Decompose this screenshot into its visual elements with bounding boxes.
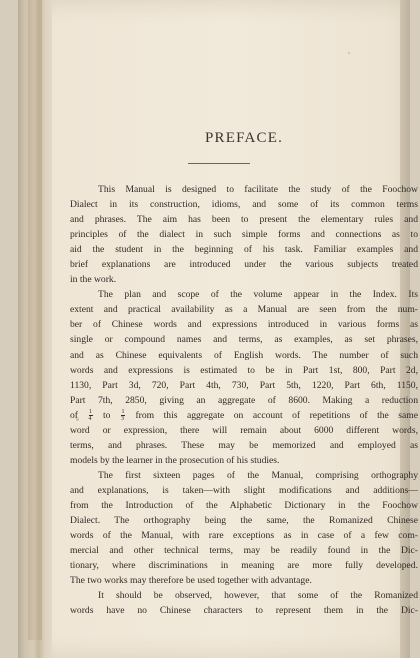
text-line: words of the Manual, with rare exceptions as in case of a few com- xyxy=(70,530,418,542)
text-line: words and expressions is estimated to be in Part 1st, 800, Part 2d, xyxy=(70,364,418,376)
title-rule xyxy=(188,163,250,164)
text-line: models by the learner in the prosecution of his studies. xyxy=(70,454,280,466)
text-line: tionary, where discriminations in meaning are more fully developed. xyxy=(70,560,418,572)
book-page xyxy=(18,0,418,658)
text-line: principles of the dialect in such simple forms and connections as to xyxy=(70,229,418,241)
text-line: from the Introduction of the Alphabetic Dictionary in the Foochow xyxy=(70,499,418,511)
fraction-one-third xyxy=(121,409,125,422)
text-line: words have no Chinese characters to represent them in the Dic- xyxy=(70,605,418,617)
text-line: 1130, Part 3d, 720, Part 4th, 730, Part 5th, 1220, Part 6th, 1150, xyxy=(70,379,418,391)
fraction-denominator: 4 xyxy=(88,416,92,422)
page-binding-edge xyxy=(18,0,52,658)
text-line: and explanations, is taken—with slight modifications and additions— xyxy=(70,484,418,496)
text-line: The first sixteen pages of the Manual, comprising orthography xyxy=(98,469,418,481)
text-line: It should be observed, however, that some of the Romanized xyxy=(98,590,418,602)
text-line: The plan and scope of the volume appear in the Index. Its xyxy=(98,289,418,301)
text-line: aid the student in the beginning of his task. Familiar examples and xyxy=(70,244,418,256)
text-line: Dialect in its construction, idioms, and some of its common terms xyxy=(70,199,418,211)
text-line: The two works may therefore be used together with advantage. xyxy=(70,575,312,587)
page-content xyxy=(70,0,418,658)
fraction-numerator: 1 xyxy=(121,409,125,415)
fraction-one-quarter xyxy=(89,409,93,422)
fraction-denominator: 3 xyxy=(120,416,124,422)
binding-tape xyxy=(28,0,42,640)
text-line: extent and practical availability as a Manual are seen from the num- xyxy=(70,304,418,316)
text-line: and as Chinese equivalents of English words. The number of such xyxy=(70,349,418,361)
text-line: This Manual is designed to facilitate the study of the Foochow xyxy=(98,184,418,195)
text-line: word or expression, there will remain about 6000 different words, xyxy=(70,424,418,436)
preface-body xyxy=(70,182,418,618)
text-line: brief explanations are introduced under the various subjects treated xyxy=(70,259,418,271)
fraction-mid: to xyxy=(103,409,111,421)
fraction-numerator: 1 xyxy=(89,409,92,415)
text-line: mercial and other technical terms, may be readily found in the Dic- xyxy=(70,545,418,557)
text-line: Dialect. The orthography being the same, the Romanized Chinese xyxy=(70,515,418,527)
fraction-prefix: of xyxy=(70,409,78,421)
text-line: and phrases. The aim has been to present the elementary rules and xyxy=(70,214,418,226)
text-line: in the work. xyxy=(70,274,117,286)
text-line: terms, and phrases. These may be memorized and employed as xyxy=(70,439,418,451)
text-line: Part 7th, 2850, giving an aggregate of 8600. Making a reduction xyxy=(70,394,418,406)
text-line: single or compound names and terms, as examples, as set phrases, xyxy=(70,334,418,346)
fraction-suffix: from this aggregate on account of repetitions of the same xyxy=(135,409,418,421)
page-title: PREFACE. xyxy=(204,130,284,146)
text-line: ber of Chinese words and expressions introduced in various forms as xyxy=(70,319,418,331)
text-line-with-fractions xyxy=(70,408,418,423)
